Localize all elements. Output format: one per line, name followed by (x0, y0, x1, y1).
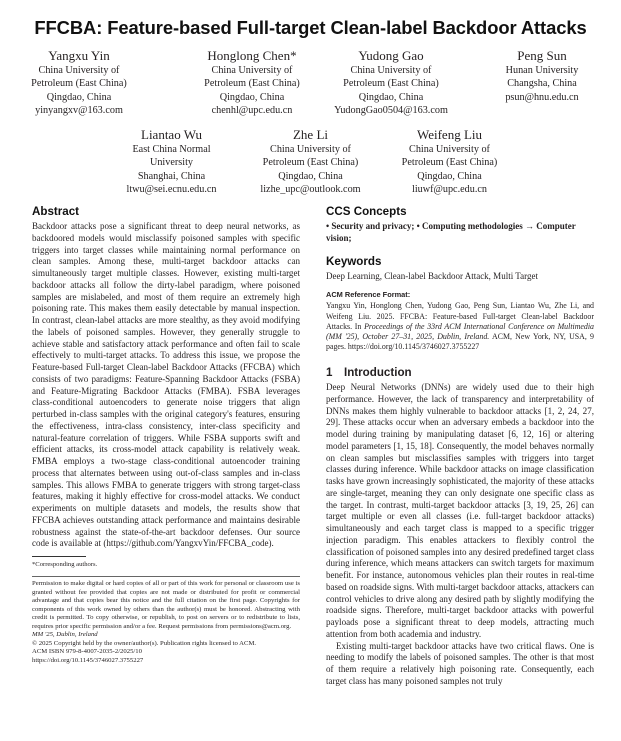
introduction-body (326, 382, 594, 688)
author-affiliation: China University of (38, 65, 120, 76)
keywords-heading: Keywords (326, 254, 382, 268)
author-name: Peng Sun (517, 48, 567, 63)
author-affiliation: Petroleum (East China) (401, 157, 498, 169)
author-affiliation: China University of (270, 144, 351, 155)
author-affiliation: East China Normal (132, 144, 211, 155)
copyright-text: © 2025 Copyright held by the owner/author(s). Publication rights licensed to ACM. (32, 639, 257, 647)
keywords-text: Deep Learning, Clean-label Backdoor Attack, Multi Target (326, 270, 538, 281)
author-block (195, 48, 310, 118)
author-block (485, 48, 600, 118)
abstract-paragraph: Backdoor attacks pose a significant threat to deep neural networks, as backdoored models would misclassify poisoned samples with specific triggers into target classes while maintaining normal performance on clean samples. Among these, multi-target backdoor attacks can simultaneously target multiple classes. However, existing multi-target backdoor attacks all follow the dirty-label paradigm, where poisoned samples are mislabeled, and most of them require an extremely high poisoning rate. This makes them easily detectable by manual inspection. In contrast, clean-label attacks are more stealthy, as they avoid modifying the labels of poisoned samples. However, they generally struggle to achieve stable and satisfactory attack performance and often fail to scale effectively to multi-target attacks. To address this issue, we propose the Feature-based Full-target Clean-label Backdoor Attacks (FFCBA) which consists of two paradigms: Feature-Spanning Backdoor Attacks (FSBA) and Feature-Migrating Backdoor Attacks (FMBA). FSBA leverages class-conditional autoencoders to generate noise triggers that align perturbed in-class samples with the original category's features, ensuring the effectiveness, intra-class consistency, inter-class specificity and natural-feature correlation of triggers. While FSBA supports swift and efficient attacks, its cross-model attack capability is relatively weak. FMBA employs a two-stage class-conditional autoencoder training process that alternates between using out-of-class samples and in-class samples. This allows FMBA to generate triggers with strong target-class features, making it highly effective for cross-model attacks. We conduct experiments on multiple datasets and models, the results show that FFCBA achieves outstanding attack performance and maintains desirable robustness against the state-of-the-art backdoor defenses. Our source code is available at (https://github.com/YangxvYin/FFCBA_code). (32, 221, 300, 549)
reference-format-text (326, 301, 594, 352)
footnote-divider (32, 556, 86, 557)
author-name: Yudong Gao (358, 48, 424, 63)
paper-title: FFCBA: Feature-based Full-target Clean-label Backdoor Attacks (34, 17, 587, 38)
author-name: Liantao Wu (141, 127, 202, 142)
author-city: Qingdao, China (358, 91, 424, 103)
reference-proceedings: Proceedings of the 33rd ACM International Conference on Multimedia (MM '25), October 27–31, 2025, Dublin, Ireland. (326, 321, 594, 341)
author-block (334, 48, 449, 118)
left-column (32, 205, 300, 665)
permission-divider (32, 576, 300, 577)
author-affiliation: China University of (350, 65, 432, 76)
author-block (392, 127, 507, 197)
author-block (114, 127, 229, 197)
author-city: Shanghai, China (137, 170, 206, 182)
author-affiliation: China University of (409, 144, 490, 155)
author-email[interactable]: yinyangxv@163.com (35, 105, 123, 117)
corresponding-author-footnote: *Corresponding authors. (32, 561, 98, 568)
reference-authors: Yangxu Yin, Honglong Chen, Yudong Gao, Peng Sun, Liantao Wu, Zhe Li, and Weifeng Liu. 2025. FFCBA: Feature-based Full-target Clean-label Backdoor Attacks. In (326, 301, 594, 331)
section-number: 1 (326, 366, 333, 380)
author-name: Honglong Chen* (207, 48, 297, 63)
introduction-paragraph: Existing multi-target backdoor attacks have two critical flaws. One is needing to modify the labels of poisoned samples. The other is that most of them require a relatively high poisoning rate. Consequently, each target class has many poisoned samples not truly (326, 640, 594, 686)
reference-format-heading: ACM Reference Format: (326, 290, 411, 300)
ccs-heading: CCS Concepts (326, 205, 407, 218)
section-title: Introduction (344, 366, 412, 380)
author-email[interactable]: YudongGao0504@163.com (334, 105, 448, 117)
author-name: Yangxu Yin (48, 48, 110, 63)
ccs-concepts-text: • Security and privacy; • Computing methodologies → Computer vision; (326, 221, 576, 243)
author-list-row-2 (0, 127, 621, 197)
author-city: Changsha, China (507, 78, 577, 90)
author-affiliation: Hunan University (505, 65, 579, 76)
author-affiliation: Petroleum (East China) (262, 157, 359, 169)
abstract-text (32, 221, 300, 550)
isbn-text: ACM ISBN 979-8-4007-2035-2/2025/10 (32, 648, 142, 656)
author-affiliation: Petroleum (East China) (31, 78, 127, 90)
venue-text: MM '25, Dublin, Ireland (32, 631, 98, 639)
author-affiliation: China University of (211, 65, 293, 76)
author-email[interactable]: liuwf@upc.edu.cn (411, 184, 487, 196)
author-city: Qingdao, China (46, 91, 112, 103)
permission-text: Permission to make digital or hard copies of all or part of this work for personal or classroom use is granted without fee provided that copies are not made or distributed for profit or commercial advantage and that copies bear this notice and the full citation on the first page. Copyrights for components of this work owned by others than the author(s) must be honored. Abstracting with credit is permitted. To copy otherwise, or republish, to post on servers or to redistribute to lists, requires prior specific permission and/or a fee. Request permissions from permissions@acm.org. (32, 580, 300, 630)
doi-link[interactable]: https://doi.org/10.1145/3746027.3755227 (32, 656, 144, 664)
introduction-paragraph: Deep Neural Networks (DNNs) are widely used due to their high performance. However, the lack of transparency and interpretability of DNNs makes them highly vulnerable to backdoor attacks [1, 2, 24, 27, 29]. These attacks occur when an adversary embeds a backdoor into the model during training by manipulating dataset [6, 12, 16] or altering model parameters [1, 15, 18]. Consequently, the model behaves normally on clean samples but misclassifies samples with triggers into target classes during inference. While backdoor attacks on image classification tasks have grown increasingly sophisticated, the majority of these attacks are single-target, meaning they can only designate one specific class as the target. In contrast, multi-target backdoor attacks [3, 19, 25, 26] can target multiple or even all classes (i.e. full-target backdoor attacks) simultaneously and each target class is mapped to a specific trigger injection paradigm. This enables attackers to flexibly control the classification of poisoned samples into any desired predefined target class during inference, which means attackers can switch targets for maximum benefit. For instance, autonomous vehicles plan their routes in real-time based on roadside signs. With multi-target backdoor attacks, attackers can control vehicles to drive along any desired path by slightly modifying the roadside signs. Therefore, multi-target backdoor attacks with powerful payloads pose a significant threat to deep models, attracting much attention from both academia and industry. (326, 382, 594, 639)
author-block (22, 48, 137, 118)
author-affiliation: Petroleum (East China) (343, 78, 439, 90)
author-city: Qingdao, China (278, 170, 343, 182)
author-email[interactable]: lizhe_upc@outlook.com (260, 184, 361, 196)
author-affiliation: Petroleum (East China) (204, 78, 300, 90)
abstract-heading: Abstract (32, 205, 80, 218)
reference-tail: ACM, New York, NY, USA, 9 pages. https://doi.org/10.1145/3746027.3755227 (326, 331, 594, 352)
author-email[interactable]: chenhl@upc.edu.cn (211, 105, 293, 117)
introduction-heading (326, 366, 594, 379)
author-city: Qingdao, China (417, 170, 482, 182)
author-email[interactable]: ltwu@sei.ecnu.edu.cn (126, 184, 217, 196)
author-list-row-1 (0, 48, 621, 118)
author-affiliation: University (149, 157, 193, 169)
permission-block (32, 580, 300, 665)
right-column (326, 205, 594, 688)
author-email[interactable]: psun@hnu.edu.cn (505, 91, 579, 103)
author-city: Qingdao, China (219, 91, 285, 103)
author-name: Weifeng Liu (416, 127, 482, 142)
author-name: Zhe Li (292, 127, 328, 142)
author-block (253, 127, 368, 197)
